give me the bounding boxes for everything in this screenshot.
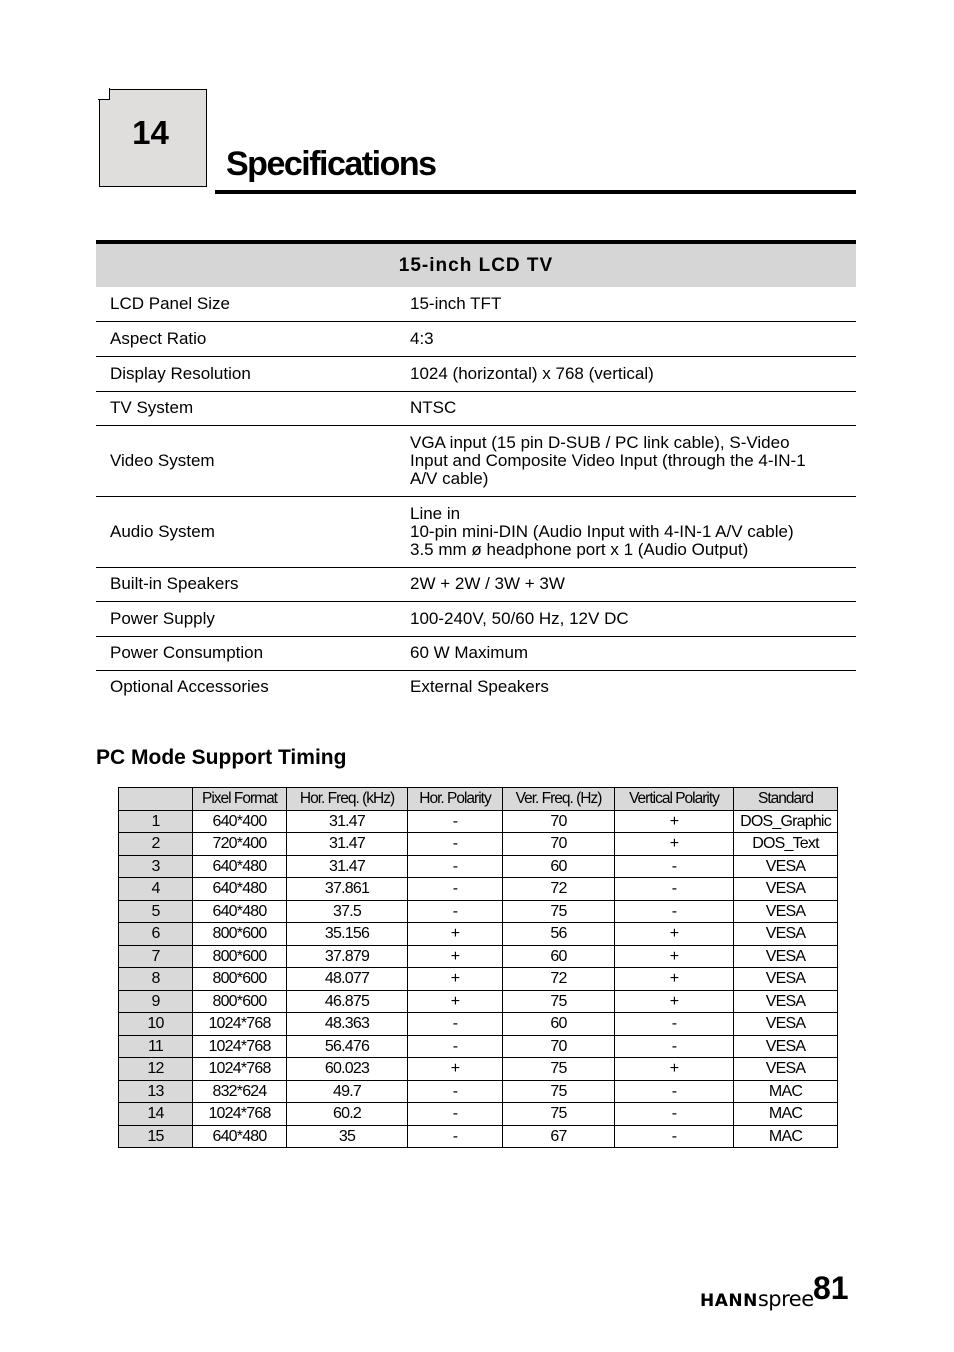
timing-cell: DOS_Graphic [734,810,838,833]
timing-cell: 72 [503,878,615,901]
timing-cell: VESA [734,855,838,878]
spec-label: Power Supply [96,601,410,636]
spec-label: LCD Panel Size [96,287,410,321]
spec-value [410,636,856,670]
timing-cell: + [408,945,503,968]
timing-cell: + [408,990,503,1013]
spec-row [96,496,856,567]
spec-value [410,425,856,496]
spec-row [96,391,856,425]
timing-cell: 75 [503,900,615,923]
timing-cell: VESA [734,945,838,968]
timing-row [119,878,838,901]
spec-label: Optional Accessories [110,677,269,697]
timing-cell: 35.156 [287,923,408,946]
timing-row [119,833,838,856]
spec-row [96,636,856,670]
timing-row-index: 13 [119,1080,193,1103]
timing-cell: DOS_Text [734,833,838,856]
timing-cell: 37.861 [287,878,408,901]
timing-cell: 1024*768 [193,1058,287,1081]
timing-cell: - [615,1035,734,1058]
timing-cell: - [408,1103,503,1126]
timing-cell: VESA [734,923,838,946]
timing-cell: + [615,923,734,946]
timing-cell: 70 [503,1035,615,1058]
timing-cell: VESA [734,968,838,991]
timing-cell: 720*400 [193,833,287,856]
spec-label: Audio System [96,496,410,567]
timing-row-index: 2 [119,833,193,856]
timing-cell: - [615,1080,734,1103]
timing-cell: 31.47 [287,810,408,833]
timing-cell: VESA [734,1013,838,1036]
spec-value [410,391,856,425]
timing-cell: + [408,923,503,946]
timing-cell: - [408,833,503,856]
section-title: PC Mode Support Timing [96,746,347,769]
timing-cell: 75 [503,990,615,1013]
spec-label: TV System [96,391,410,425]
timing-cell: 56 [503,923,615,946]
timing-cell: 75 [503,1103,615,1126]
timing-cell: + [615,945,734,968]
timing-cell: 75 [503,1080,615,1103]
title-rule [215,190,856,194]
spec-value-line: NTSC [410,398,457,417]
spec-value-line: VGA input (15 pin D-SUB / PC link cable), S-Video [410,432,790,452]
spec-label: Built-in Speakers [96,567,410,601]
timing-row [119,1125,838,1148]
timing-cell: 31.47 [287,833,408,856]
timing-row [119,990,838,1013]
timing-cell: VESA [734,990,838,1013]
spec-value-line: Line in [410,503,461,523]
brand-light: spree [757,1287,814,1311]
timing-header-cell: Standard [734,788,838,811]
timing-row [119,1013,838,1036]
timing-row-index: 6 [119,923,193,946]
timing-cell: 48.077 [287,968,408,991]
timing-cell: 37.5 [287,900,408,923]
timing-row-index: 11 [119,1035,193,1058]
timing-cell: 37.879 [287,945,408,968]
timing-row-index: 9 [119,990,193,1013]
timing-cell: 35 [287,1125,408,1148]
brand-logo [700,1287,814,1311]
timing-cell: - [615,1103,734,1126]
spec-label: Aspect Ratio [96,321,410,356]
page-title: Specifications [226,145,436,183]
timing-cell: 60.2 [287,1103,408,1126]
page-number: 81 [813,1270,849,1306]
timing-cell: + [615,968,734,991]
timing-row [119,1080,838,1103]
timing-cell: - [408,878,503,901]
spec-value-line: External Speakers [410,677,549,697]
timing-cell: 1024*768 [193,1013,287,1036]
timing-cell: 72 [503,968,615,991]
timing-cell: - [615,1125,734,1148]
spec-row [96,356,856,391]
spec-value [410,287,856,321]
spec-value [410,496,856,567]
timing-row [119,1058,838,1081]
timing-table [118,787,838,1148]
timing-row-index: 7 [119,945,193,968]
timing-cell: 800*600 [193,923,287,946]
spec-value-line: 3.5 mm ø headphone port x 1 (Audio Output) [410,539,749,559]
timing-cell: 640*480 [193,1125,287,1148]
spec-value-line: 100-240V, 50/60 Hz, 12V DC [410,608,629,628]
timing-cell: + [615,810,734,833]
timing-cell: - [408,1013,503,1036]
timing-cell: VESA [734,1035,838,1058]
timing-row [119,968,838,991]
timing-row [119,923,838,946]
timing-cell: 1024*768 [193,1035,287,1058]
timing-header-cell: Vertical Polarity [615,788,734,811]
timing-header-cell: Pixel Format [193,788,287,811]
timing-row-index: 12 [119,1058,193,1081]
spec-value [410,356,856,391]
timing-cell: + [615,833,734,856]
timing-cell: 640*480 [193,855,287,878]
timing-cell: - [408,810,503,833]
timing-cell: 49.7 [287,1080,408,1103]
spec-value-line: 1024 (horizontal) x 768 (vertical) [410,363,654,383]
timing-cell: 56.476 [287,1035,408,1058]
spec-label: Video System [96,425,410,496]
timing-row [119,1103,838,1126]
timing-cell: 70 [503,810,615,833]
timing-cell: - [615,855,734,878]
timing-cell: 60 [503,1013,615,1036]
timing-cell: - [408,1035,503,1058]
timing-row [119,855,838,878]
timing-cell: - [408,1080,503,1103]
timing-row-index: 15 [119,1125,193,1148]
timing-cell: 67 [503,1125,615,1148]
timing-cell: - [615,1013,734,1036]
spec-row [96,321,856,356]
timing-cell: 832*624 [193,1080,287,1103]
spec-value-line: 4:3 [410,328,434,348]
timing-cell: 46.875 [287,990,408,1013]
timing-cell: 60.023 [287,1058,408,1081]
spec-value-line: 10-pin mini-DIN (Audio Input with 4-IN-1 A/V cable) [410,521,794,541]
timing-cell: 640*400 [193,810,287,833]
timing-cell: VESA [734,878,838,901]
timing-table-body [119,810,838,1148]
timing-header-cell: Ver. Freq. (Hz) [503,788,615,811]
timing-row [119,1035,838,1058]
spec-value-line: 60 W Maximum [410,643,529,662]
timing-header-cell [119,788,193,811]
timing-cell: 60 [503,855,615,878]
timing-cell: 800*600 [193,990,287,1013]
spec-row [96,567,856,601]
timing-header-cell: Hor. Freq. (kHz) [287,788,408,811]
timing-cell: 48.363 [287,1013,408,1036]
timing-row-index: 10 [119,1013,193,1036]
spec-row [96,670,856,704]
timing-cell: + [615,1058,734,1081]
timing-cell: MAC [734,1103,838,1126]
spec-table-body [96,287,856,704]
timing-cell: 640*480 [193,878,287,901]
timing-header-cell: Hor. Polarity [408,788,503,811]
timing-cell: VESA [734,900,838,923]
timing-cell: 75 [503,1058,615,1081]
timing-row-index: 8 [119,968,193,991]
spec-value [410,321,856,356]
spec-value [410,567,856,601]
timing-cell: 70 [503,833,615,856]
timing-row-index: 1 [119,810,193,833]
timing-row [119,900,838,923]
timing-cell: 31.47 [287,855,408,878]
timing-cell: + [615,990,734,1013]
timing-cell: MAC [734,1080,838,1103]
timing-cell: - [408,855,503,878]
timing-row-index: 3 [119,855,193,878]
spec-value-line: Input and Composite Video Input (through the 4-IN-1 [410,450,806,470]
spec-table-heading: 15-inch LCD TV [96,242,856,287]
spec-value-line: 2W + 2W / 3W + 3W [410,574,565,593]
spec-value-line: A/V cable) [410,468,489,488]
timing-cell: + [408,968,503,991]
timing-cell: + [408,1058,503,1081]
timing-cell: 60 [503,945,615,968]
timing-row-index: 4 [119,878,193,901]
brand-strong: HANN [700,1291,758,1311]
timing-header-row [119,788,838,811]
timing-row [119,945,838,968]
timing-cell: - [615,878,734,901]
spec-row [96,425,856,496]
timing-cell: - [615,900,734,923]
timing-cell: 800*600 [193,968,287,991]
spec-value [410,670,856,704]
timing-cell: 640*480 [193,900,287,923]
spec-row [96,601,856,636]
timing-cell: VESA [734,1058,838,1081]
timing-cell: - [408,900,503,923]
spec-value [410,601,856,636]
chapter-tab [99,89,207,187]
spec-label: Power Consumption [96,636,410,670]
spec-value-line: 15-inch TFT [410,293,502,313]
timing-cell: 800*600 [193,945,287,968]
timing-row-index: 5 [119,900,193,923]
spec-table [96,240,856,704]
timing-row [119,810,838,833]
spec-row [96,287,856,321]
timing-row-index: 14 [119,1103,193,1126]
spec-label: Display Resolution [96,356,410,391]
timing-cell: - [408,1125,503,1148]
chapter-number: 14 [132,114,169,151]
timing-cell: MAC [734,1125,838,1148]
timing-cell: 1024*768 [193,1103,287,1126]
